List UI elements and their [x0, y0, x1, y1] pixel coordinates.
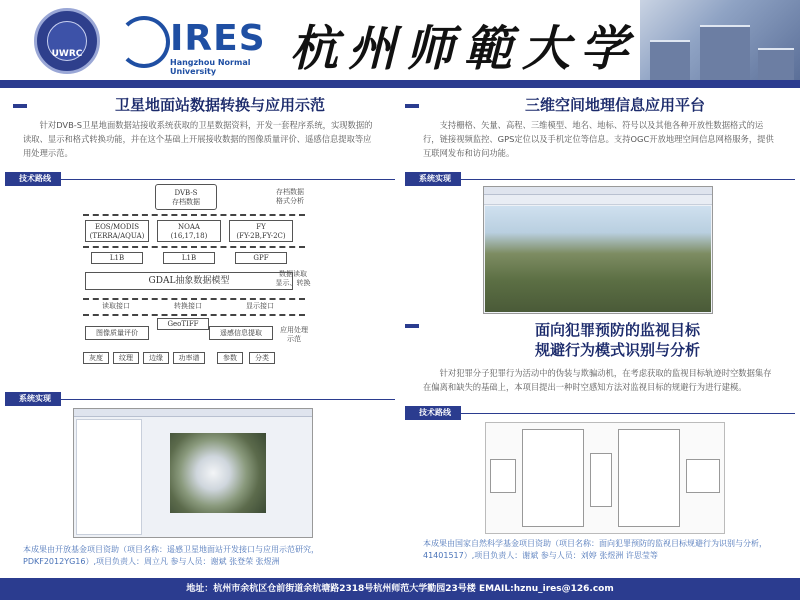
3d-gis-screenshot [483, 186, 713, 314]
right-screenshot-area [405, 184, 795, 318]
footer-address: 地址：杭州市余杭区仓前街道余杭塘路2318号杭州师范大学勤园23号楼 EMAIL:hznu_ires@126.com [186, 584, 614, 594]
seal-text: UWRC [51, 49, 83, 59]
quality-eval-box: 图像质量评价 [85, 326, 149, 340]
implementation-tag: 系统实现 [5, 392, 61, 406]
title-bar [405, 324, 419, 328]
footer [0, 578, 800, 600]
building-shape [700, 25, 750, 80]
title-bar [405, 104, 419, 108]
info-extract-box: 遥感信息提取 [209, 326, 273, 340]
input-box [490, 459, 516, 493]
ires-subtitle: Hangzhou Normal University [170, 58, 251, 76]
tag-row [405, 166, 795, 183]
ires-logo [118, 14, 268, 76]
source-box: FY (FY-2B,FY-2C) [229, 220, 293, 242]
left-column [5, 92, 395, 568]
level-box: L1B [163, 252, 215, 264]
section-title [405, 92, 795, 118]
right-section-heading-2a: 面向犯罪预防的监视目标 [535, 321, 701, 339]
leaf-box: 参数 [217, 352, 243, 364]
institute-seal-logo [34, 8, 100, 74]
left-description: 针对DVB-S卫星地面数据站接收系统获取的卫星数据资料，开发一套程序系统，实现数据的读取、显示和格式转换功能，并在这个基础上开展接收数据的图像质量评价、遥感信息提取等应用处理示范。 [23, 120, 373, 158]
title-bar [13, 104, 27, 108]
interface-label: 转换接口 [174, 302, 202, 310]
left-caption: 本成果由开放基金项目资助（项目名称：遥感卫星地面站开发接口与应用示范研究，PDKF2012YG16）,项目负责人：周立凡 参与人员：谢斌 张登荣 张煜洲 [23, 545, 319, 566]
output-box [686, 459, 720, 493]
divider [83, 246, 305, 248]
archive-data-box: DVB-S 存档数据 [155, 184, 217, 210]
building-shape [758, 48, 794, 80]
tag-row [405, 400, 795, 417]
window-titlebar [74, 409, 312, 417]
gdal-model-box: GDAL抽象数据模型 [85, 272, 293, 290]
side-label: 数据读取 显示、转换 [275, 270, 311, 287]
divider [83, 298, 305, 300]
satellite-image [170, 433, 266, 513]
right-section-heading-2b: 规避行为模式识别与分析 [535, 341, 701, 359]
tech-route-tag: 技术路线 [5, 172, 61, 186]
divider [83, 214, 305, 216]
tag-row [5, 166, 395, 183]
section-title-2 [405, 318, 795, 366]
level-box: GPF [235, 252, 287, 264]
3d-terrain-view [485, 206, 711, 312]
left-section-heading: 卫星地面站数据转换与应用示范 [115, 96, 326, 114]
interface-label: 显示接口 [246, 302, 274, 310]
tech-route-tag: 技术路线 [405, 406, 461, 420]
interface-label: 读取接口 [102, 302, 130, 310]
right-column [405, 92, 795, 562]
side-label: 存档数据 格式分析 [276, 188, 304, 205]
header-band [0, 80, 800, 88]
source-box: EOS/MODIS (TERRA/AQUA) [85, 220, 149, 242]
divider [83, 314, 305, 316]
source-box: NOAA (16,17,18) [157, 220, 221, 242]
right-section-heading: 三维空间地理信息应用平台 [525, 96, 706, 114]
leaf-box: 边缘 [143, 352, 169, 364]
satellite-app-screenshot [73, 408, 313, 538]
ires-wordmark: IRES [170, 18, 266, 59]
header [0, 0, 800, 80]
campus-photo [640, 0, 800, 80]
stage-box [522, 429, 584, 527]
behavior-flow-diagram [485, 422, 725, 534]
implementation-tag: 系统实现 [405, 172, 461, 186]
tag-row [5, 386, 395, 403]
geotiff-box: GeoTIFF [157, 318, 209, 330]
right-caption: 本成果由国家自然科学基金项目资助（项目名称：面向犯罪预防的监视目标规避行为识别与分析，41401517）,项目负责人：谢斌 参与人员：刘婷 张煜洲 许思莹等 [423, 539, 767, 560]
level-box: L1B [91, 252, 143, 264]
section-title [5, 92, 395, 118]
right-diagram-area [405, 418, 795, 538]
leaf-box: 灰度 [83, 352, 109, 364]
center-box [590, 453, 612, 507]
leaf-box: 分类 [249, 352, 275, 364]
university-name: 杭州师範大学 [290, 21, 639, 77]
flow-diagram [5, 184, 395, 380]
left-screenshot-area [5, 404, 395, 544]
globe-icon [118, 16, 170, 68]
toolbar [484, 195, 712, 205]
window-titlebar [484, 187, 712, 195]
right-description-1: 支持栅格、矢量、高程、三维模型、地名、地标、符号以及其他各种开放性数据格式的运行，链接视频监控、GPS定位以及手机定位等信息。支持OGC开放地理空间信息网格服务，提供互联网发布和访问功能。 [423, 120, 774, 158]
stage-box [618, 429, 680, 527]
file-tree-panel [76, 419, 142, 535]
leaf-box: 功率谱 [173, 352, 205, 364]
side-label: 应用处理 示范 [280, 326, 308, 343]
right-description-2: 针对犯罪分子犯罪行为活动中的伪装与欺骗动机，在考虑获取的监视目标轨迹时空数据集存在偏离和缺失的基础上，本项目提出一种时空感知方法对监视目标的规避行为进行建模。 [423, 368, 772, 392]
leaf-box: 纹理 [113, 352, 139, 364]
building-shape [650, 40, 690, 80]
